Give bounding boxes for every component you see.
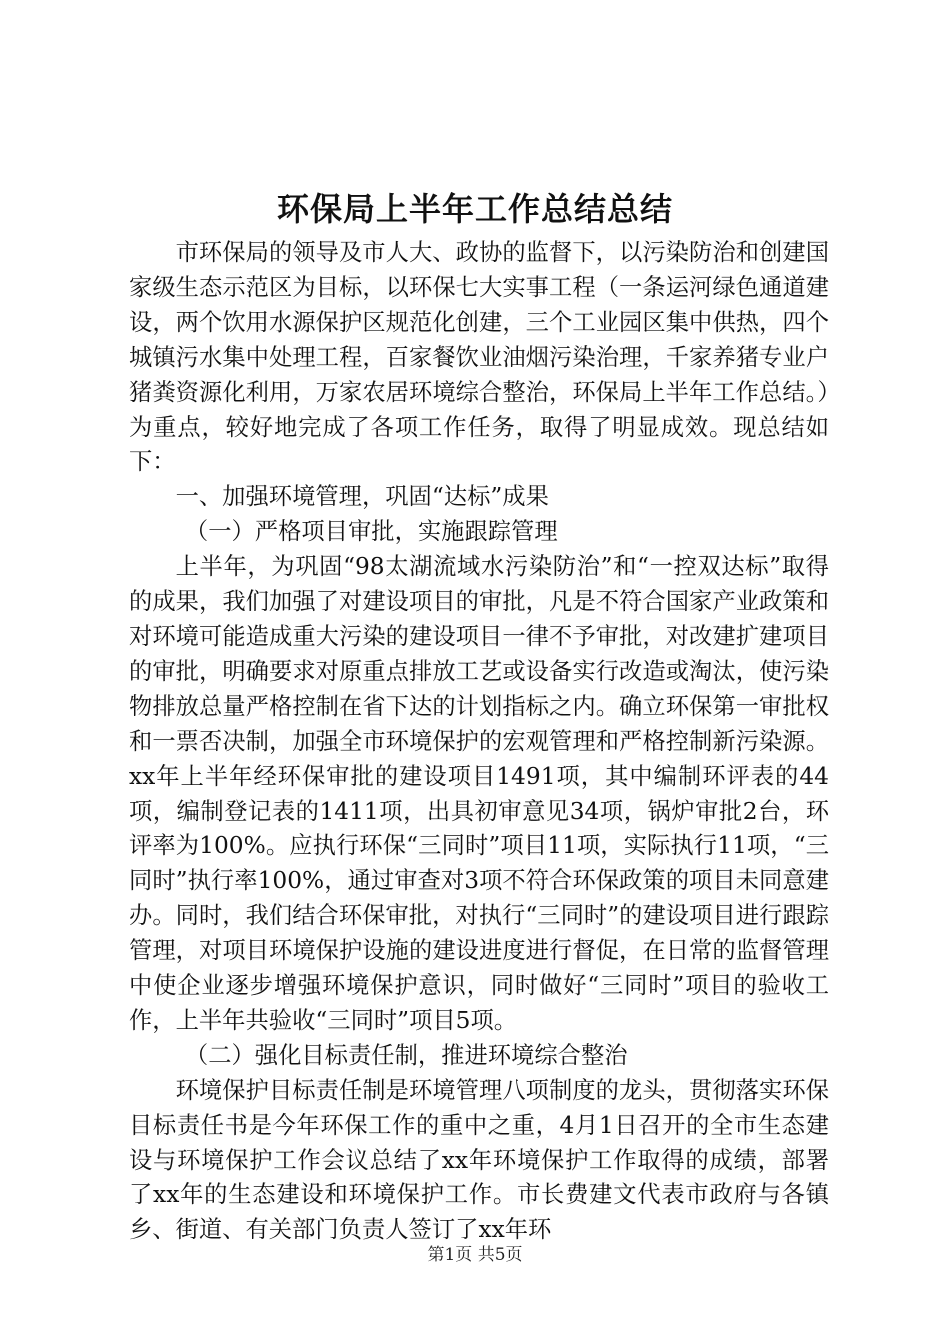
section-heading-1: 一、加强环境管理，巩固“达标”成果 <box>175 483 549 511</box>
paragraph-target-responsibility: 环境保护目标责任制是环境管理八项制度的龙头，贯彻落实环保目标责任书是今年环保工作的重中之重，4月1日召开的全市生态建设与环境保护工作会议总结了xx年环境保护工作取得的成绩，部署了xx年的生态建设和环境保护工作。市长费建文代表市政府与各镇乡、街道、有关部门负责人签订了xx年环 <box>129 1076 829 1244</box>
paragraph-project-approval: 上半年，为巩固“98太湖流域水污染防治”和“一控双达标”取得的成果，我们加强了对建设项目的审批，凡是不符合国家产业政策和对环境可能造成重大污染的建设项目一律不予审批，对改建扩建项目的审批，明确要求对原重点排放工艺或设备实行改造或淘汰，使污染物排放总量严格控制在省下达的计划指标之内。确立环保第一审批权和一票否决制，加强全市环境保护的宏观管理和严格控制新污染源。xx年上半年经环保审批的建设项目1491项，其中编制环评表的44项，编制登记表的1411项，出具初审意见34项，锅炉审批2台，环评率为100%。应执行环保“三同时”项目11项，实际执行11项，“三同时”执行率100%，通过审查对3项不符合环保政策的项目未同意建办。同时，我们结合环保审批，对执行“三同时”的建设项目进行跟踪管理，对项目环境保护设施的建设进度进行督促，在日常的监督管理中使企业逐步增强环境保护意识，同时做好“三同时”项目的验收工作，上半年共验收“三同时”项目5项。 <box>129 553 829 1034</box>
subsection-heading-1: （一）严格项目审批，实施跟踪管理 <box>184 518 558 546</box>
paragraph-intro: 市环保局的领导及市人大、政协的监督下，以污染防治和创建国家级生态示范区为目标，以环保七大实事工程（一条运河绿色通道建设，两个饮用水源保护区规范化创建，三个工业园区集中供热，四个城镇污水集中处理工程，百家餐饮业油烟污染治理，千家养猪专业户猪粪资源化利用，万家农居环境综合整治，环保局上半年工作总结。）为重点，较好地完成了各项工作任务，取得了明显成效。现总结如下： <box>129 239 829 476</box>
document-body <box>129 236 829 1248</box>
document-title: 环保局上半年工作总结总结 <box>276 190 673 228</box>
page-number-footer: 第1页 共5页 <box>427 1245 523 1265</box>
subsection-heading-2: （二）强化目标责任制，推进环境综合整治 <box>184 1041 628 1069</box>
